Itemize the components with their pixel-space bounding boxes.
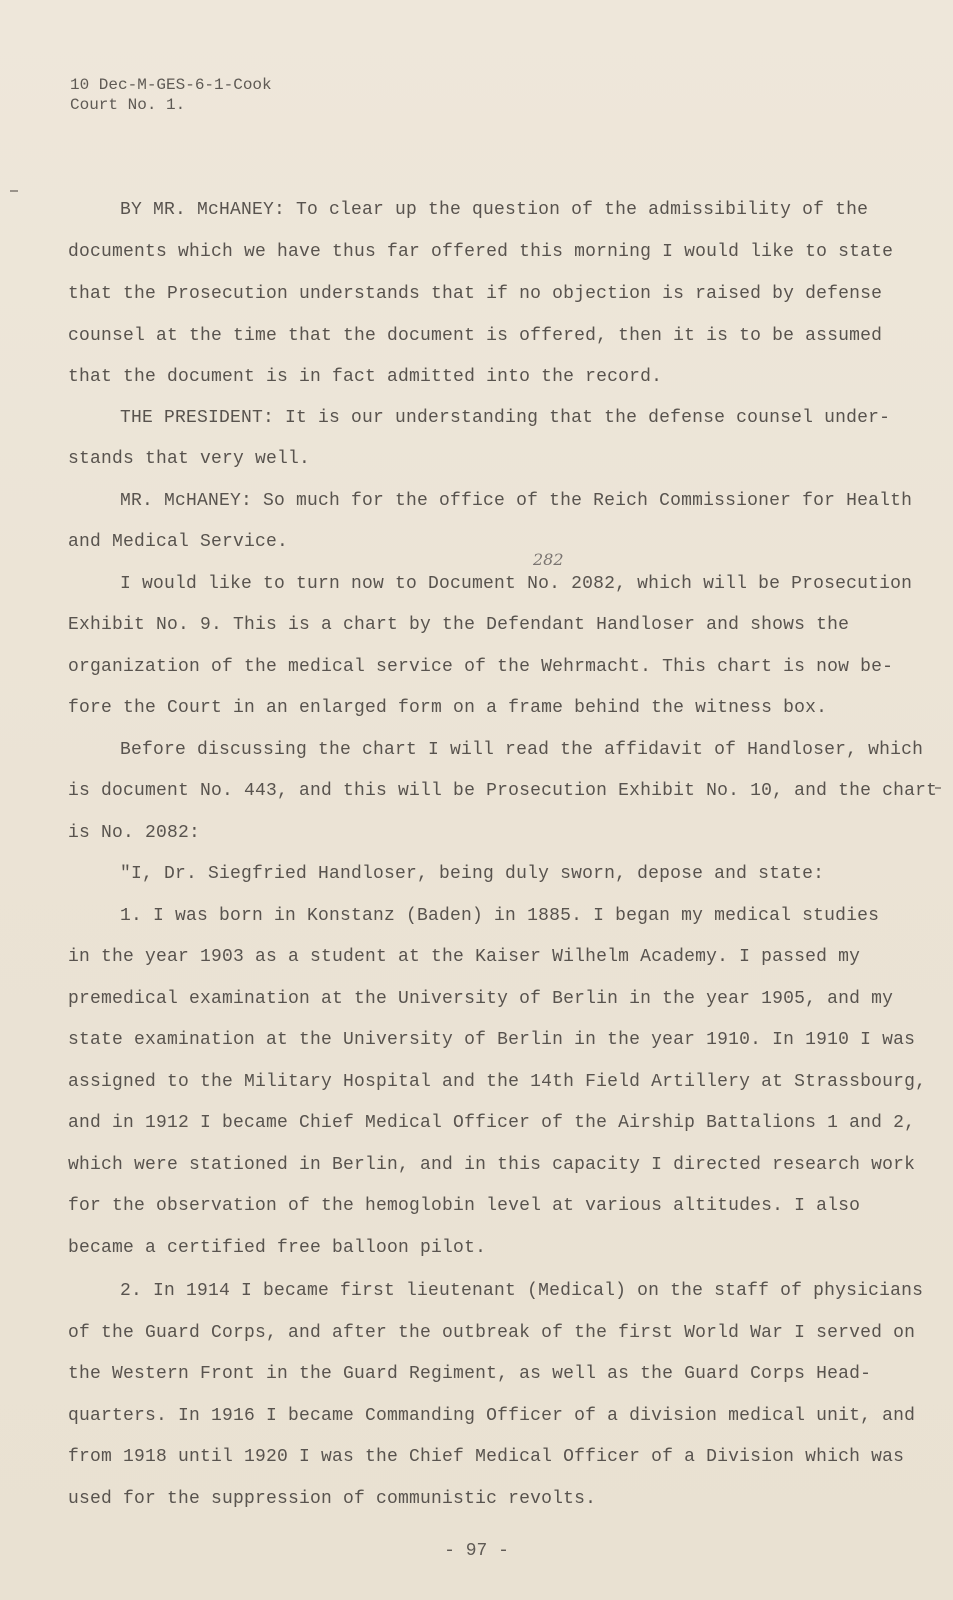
body-line: THE PRESIDENT: It is our understanding that the defense counsel under- [120, 408, 891, 428]
body-line: 1. I was born in Konstanz (Baden) in 1885. I began my medical studies [120, 906, 880, 926]
body-line: Exhibit No. 9. This is a chart by the Defendant Handloser and shows the [68, 615, 850, 635]
body-line: the Western Front in the Guard Regiment, as well as the Guard Corps Head- [68, 1364, 872, 1384]
body-line: became a certified free balloon pilot. [68, 1238, 487, 1258]
body-line: state examination at the University of Berlin in the year 1910. In 1910 I was [68, 1030, 916, 1050]
body-line: 2. In 1914 I became first lieutenant (Medical) on the staff of physicians [120, 1281, 924, 1301]
body-line: "I, Dr. Siegfried Handloser, being duly sworn, depose and state: [120, 864, 825, 884]
page-number: - 97 - [444, 1541, 509, 1561]
body-line: stands that very well. [68, 449, 311, 469]
body-line: organization of the medical service of the Wehrmacht. This chart is now be- [68, 657, 894, 677]
body-line: assigned to the Military Hospital and the 14th Field Artillery at Strassbourg, [68, 1072, 927, 1092]
body-line: Before discussing the chart I will read the affidavit of Handloser, which [120, 740, 924, 760]
body-line: BY MR. McHANEY: To clear up the question of the admissibility of the [120, 200, 869, 220]
body-line: and in 1912 I became Chief Medical Officer of the Airship Battalions 1 and 2, [68, 1113, 916, 1133]
left-edge-mark [10, 190, 18, 192]
body-line: from 1918 until 1920 I was the Chief Medical Officer of a Division which was [68, 1447, 905, 1467]
body-line: quarters. In 1916 I became Commanding Officer of a division medical unit, and [68, 1406, 916, 1426]
body-line: documents which we have thus far offered this morning I would like to state [68, 242, 894, 262]
body-line: MR. McHANEY: So much for the office of the Reich Commissioner for Health [120, 491, 913, 511]
body-line: I would like to turn now to Document No. 2082, which will be Prosecution [120, 574, 913, 594]
body-line: is No. 2082: [68, 823, 201, 843]
header-court: Court No. 1. [70, 96, 186, 114]
body-line: of the Guard Corps, and after the outbreak of the first World War I served on [68, 1323, 916, 1343]
header-reference: 10 Dec-M-GES-6-1-Cook [70, 76, 272, 94]
body-line: that the Prosecution understands that if no objection is raised by defense [68, 284, 883, 304]
handwritten-document-number: 282 [533, 550, 564, 569]
body-line: that the document is in fact admitted into the record. [68, 367, 663, 387]
body-line: which were stationed in Berlin, and in this capacity I directed research work [68, 1155, 916, 1175]
body-line: in the year 1903 as a student at the Kaiser Wilhelm Academy. I passed my [68, 947, 861, 967]
body-line: premedical examination at the University of Berlin in the year 1905, and my [68, 989, 894, 1009]
body-line: for the observation of the hemoglobin level at various altitudes. I also [68, 1196, 861, 1216]
body-line: is document No. 443, and this will be Prosecution Exhibit No. 10, and the chart [68, 781, 938, 801]
body-line: used for the suppression of communistic revolts. [68, 1489, 597, 1509]
body-line: counsel at the time that the document is offered, then it is to be assumed [68, 326, 883, 346]
body-line: and Medical Service. [68, 532, 289, 552]
body-line: fore the Court in an enlarged form on a frame behind the witness box. [68, 698, 828, 718]
